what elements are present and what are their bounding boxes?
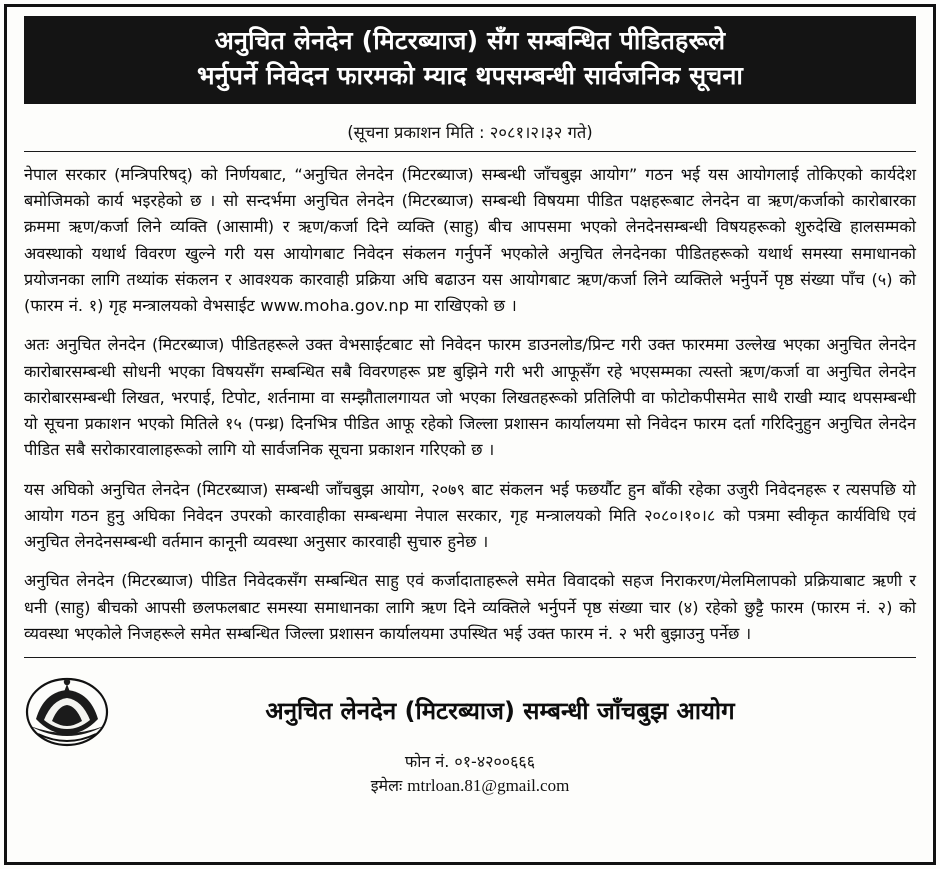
paragraph-3: यस अघिको अनुचित लेनदेन (मिटरब्याज) सम्बन्धी जाँचबुझ आयोग, २०७९ बाट संकलन भई फछर्यौट हुन बाँकी रहेका उजुरी निवेदनहरू र त्यसपछि यो आयोग गठन हुनु अघिका निवेदन उपरको कारवाहीका सम्बन्धमा नेपाल सरकार, गृह मन्त्रालयको मिति २०८०।१०।८ को पत्रमा स्वीकृत कार्यविधि एवं अनुचित लेनदेनसम्बन्धी वर्तमान कानूनी व्यवस्था अनुसार कारवाही सुचारु हुनेछ । (24, 479, 916, 552)
paragraph-2: अतः अनुचित लेनदेन (मिटरब्याज) पीडितहरूले उक्त वेभसाईटबाट सो निवेदन फारम डाउनलोड/प्रिन्ट गरी उक्त फारममा उल्लेख भएका अनुचित लेनदेन कारोबारसम्बन्धी सोधनी भएका विषयसँग सम्बन्धित सबै विवरणहरू प्रष्ट बुझिने गरी भरी आफूसँग रहे भएसम्मका त्यस्तो ऋण/कर्जा वा अनुचित लेनदेन कारोबारसम्बन्धी लिखत, भरपाई, टिपोट, शर्तनामा वा सम्झौतालगायत जो भएका लिखतहरूको प्रतिलिपी वा फोटोकपीसमेत साथै राखी म्याद थपसम्बन्धी यो सूचना प्रकाशन भएको मितिले १५ (पन्ध्र) दिनभित्र पीडित आफू रहेको जिल्ला प्रशासन कार्यालयमा सो निवेदन फारम दर्ता गरिदिनुहुन अनुचित लेनदेन पीडित सबै सरोकारवालाहरूको लागि यो सार्वजनिक सूचना प्रकाशन गरिएको छ । (24, 335, 916, 460)
email-label: इमेलः (370, 775, 403, 795)
divider-bottom (24, 657, 916, 658)
footer-heading-row (24, 674, 916, 748)
nepal-government-emblem-icon (24, 674, 110, 748)
divider-top (24, 151, 916, 152)
page-title-line-1: अनुचित लेनदेन (मिटरब्याज) सँग सम्बन्धित पीडितहरूले (214, 26, 726, 55)
phone-number: फोन नं. ०१-४२००६६६ (404, 751, 536, 771)
page-title-line-2: भर्नुपर्ने निवेदन फारमको म्याद थपसम्बन्धी सार्वजनिक सूचना (196, 60, 744, 90)
paragraph-4: अनुचित लेनदेन (मिटरब्याज) पीडित निवेदकसँग सम्बन्धित साहु एवं कर्जादाताहरूले समेत विवादको सहज निराकरण/मेलमिलापको प्रक्रियाबाट ऋणी र धनी (साहु) बीचको आपसी छलफलबाट समस्या समाधानका लागि ऋण दिने व्यक्तिले भर्नुपर्ने पृष्ठ संख्या चार (४) रहेको छुट्टै फारम (फारम नं. २) को व्यवस्था भएकोले निजहरूले समेत सम्बन्धित जिल्ला प्रशासन कार्यालयमा उपस्थित भई उक्त फारम नं. २ भरी बुझाउनु पर्नेछ । (24, 571, 916, 643)
notice-content (10, 10, 930, 859)
notice-footer (24, 668, 916, 796)
email-row (24, 774, 916, 796)
email-address: mtrloan.81@gmail.com (407, 775, 570, 795)
notice-body (24, 162, 916, 647)
publication-date: (सूचना प्रकाशन मिति : २०८१।२।३२ गते) (347, 123, 593, 142)
notice-title-band (24, 16, 916, 104)
organization-name: अनुचित लेनदेन (मिटरब्याज) सम्बन्धी जाँचबुझ आयोग (265, 697, 735, 726)
paragraph-1: नेपाल सरकार (मन्त्रिपरिषद्) को निर्णयबाट, “अनुचित लेनदेन (मिटरब्याज) सम्बन्धी जाँचबुझ आयोग” गठन भई यस आयोगलाई तोकिएको कार्यदेश बमोजिमको कार्य भइरहेको छ । सो सन्दर्भमा अनुचित लेनदेन (मिटरब्याज) सम्बन्धी विषयमा पीडित पक्षहरूबाट लेनदेन वा ऋण/कर्जाको कारोबारका क्रममा ऋण/कर्जा लिने व्यक्ति (आसामी) र ऋण/कर्जा दिने व्यक्ति (साहु) बीच आपसमा भएको लेनदेनसम्बन्धी विषयहरूको शुरुदेखि हालसम्मको अवस्थाको यथार्थ विवरण खुल्ने गरी यस आयोगबाट निवेदन संकलन गर्नुपर्ने भएकोले अनुचित लेनदेनका पीडितहरूको यथार्थ समस्या समाधानको प्रयोजनका लागि तथ्यांक संकलन र आवश्यक कारवाही प्रक्रिया अघि बढाउन यस आयोगबाट ऋण/कर्जा लिने व्यक्तिले भर्नुपर्ने पृष्ठ संख्या पाँच (५) को (फारम नं. १) गृह मन्त्रालयको वेभसाईट www.moha.gov.np मा राखिएको छ । (24, 165, 916, 316)
contact-block (24, 750, 916, 796)
